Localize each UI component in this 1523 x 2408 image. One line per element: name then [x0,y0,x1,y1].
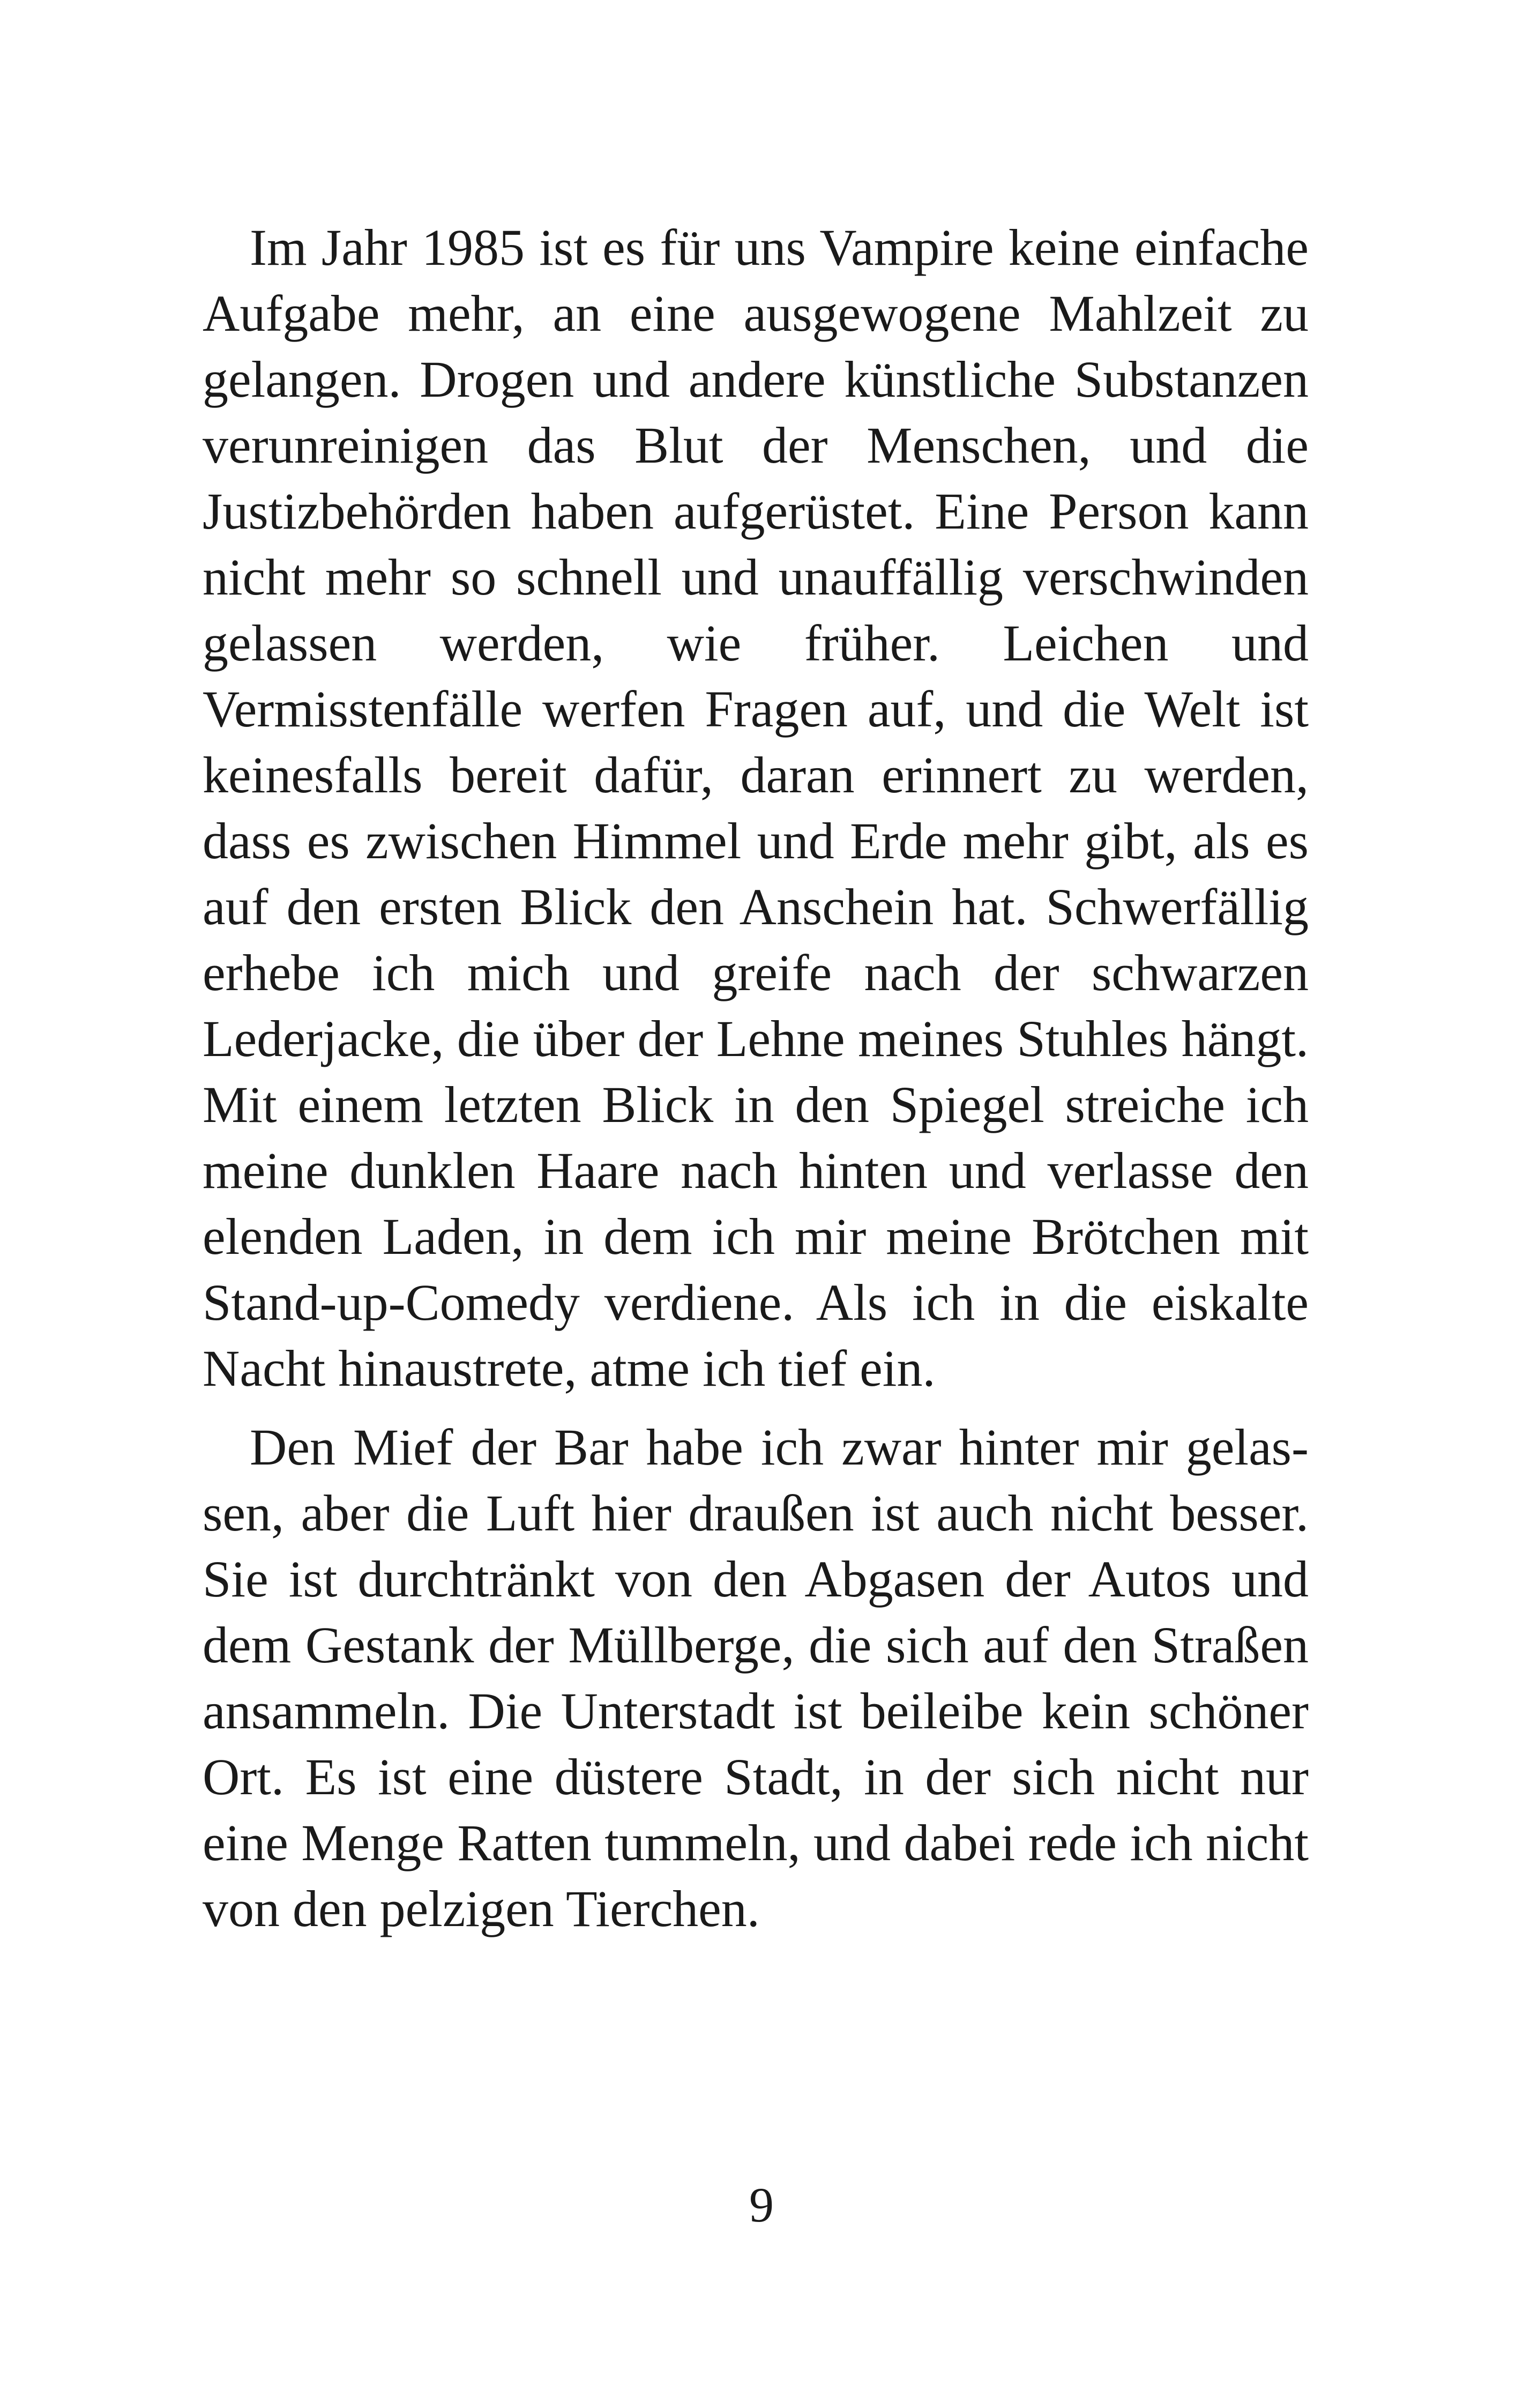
paragraph-1: Im Jahr 1985 ist es für uns Vampire keine einfache Aufgabe mehr, an eine ausgewogene Mahlzeit zu gelangen. Drogen und andere künstliche Substanzen verunreinigen das Blut der Menschen, und die Justizbehörden haben aufgerüstet. Eine Person kann nicht mehr so schnell und unauffällig verschwinden gelassen werden, wie früher. Leichen und Vermisstenfälle werfen Fragen auf, und die Welt ist keinesfalls bereit dafür, daran erinnert zu werden, dass es zwischen Himmel und Erde mehr gibt, als es auf den ersten Blick den Anschein hat. Schwerfällig erhebe ich mich und greife nach der schwarzen Lederjacke, die über der Lehne meines Stuhles hängt. Mit einem letzten Blick in den Spiegel streiche ich meine dunklen Haare nach hinten und verlasse den elenden Laden, in dem ich mir meine Brötchen mit Stand-up-Comedy verdiene. Als ich in die eiskalte Nacht hinaustrete, atme ich tief ein. [203,219,1309,1397]
body-text [203,214,1309,1942]
paragraph-2: Den Mief der Bar habe ich zwar hinter mir gelassen, aber die Luft hier draußen ist auch nicht besser. Sie ist durchtränkt von den Abgasen der Autos und dem Gestank der Müllberge, die sich auf den Straßen ansammeln. Die Unterstadt ist beileibe kein schöner Ort. Es ist eine düstere Stadt, in der sich nicht nur eine Menge Ratten tummeln, und dabei rede ich nicht von den pelzigen Tierchen. [203,1418,1309,1937]
page-number: 9 [749,2177,774,2232]
